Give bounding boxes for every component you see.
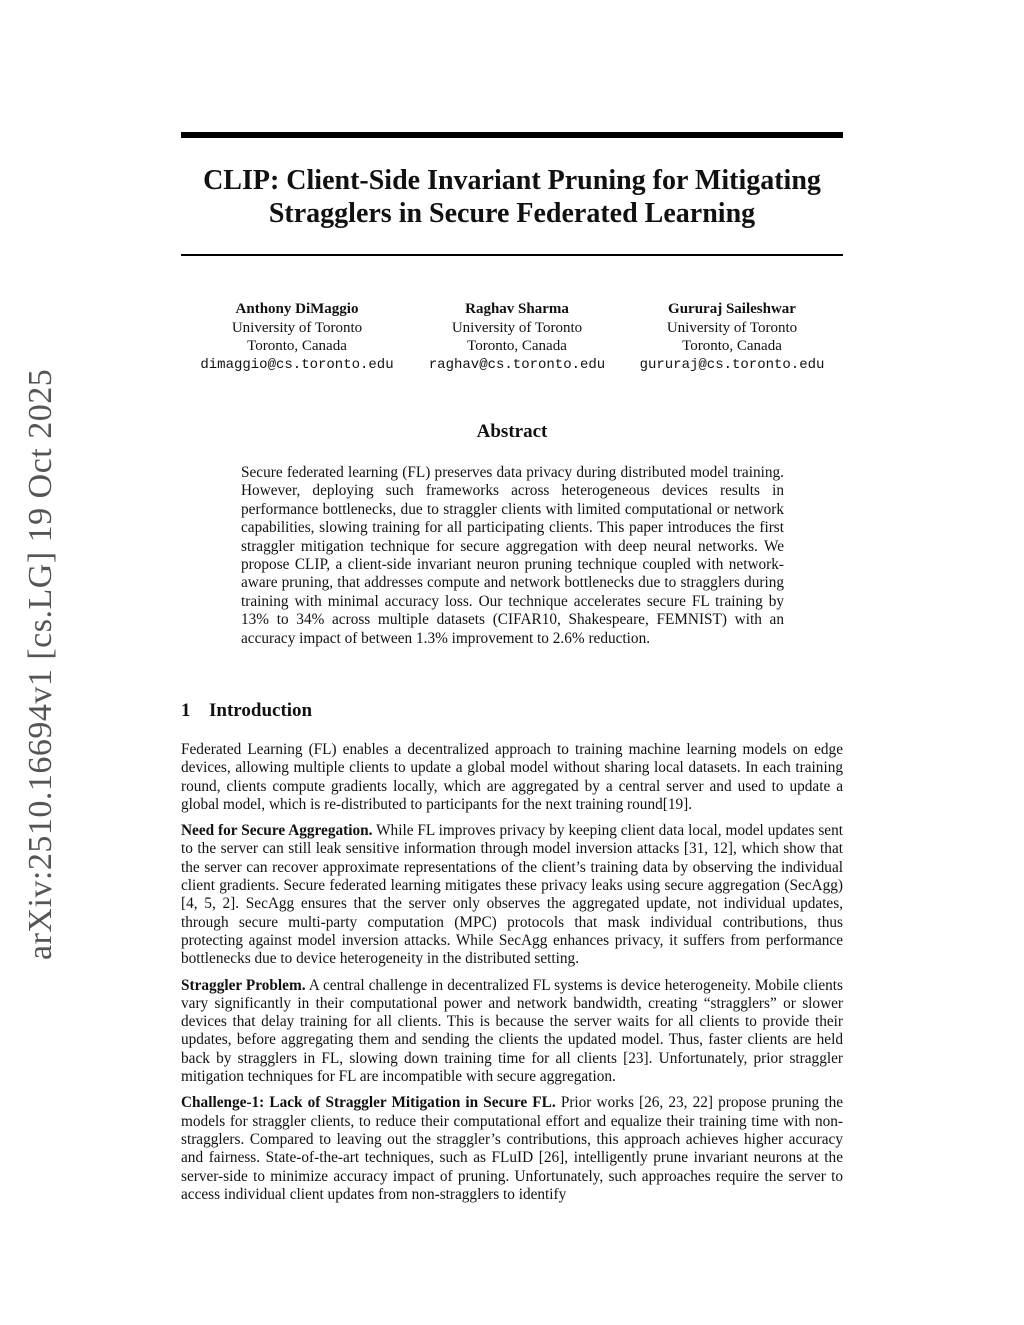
author-name: Raghav Sharma xyxy=(465,301,569,317)
title-top-rule xyxy=(181,132,843,138)
author-email[interactable]: raghav@cs.toronto.edu xyxy=(428,356,606,373)
author-affiliation: University of Toronto xyxy=(666,319,798,336)
author-1 xyxy=(180,300,414,374)
paragraph xyxy=(181,741,843,814)
paragraph-text: A central challenge in decentralized FL systems is device heterogeneity. Mobile clients vary significantly in their computational power and network bandwidth, creating “stragglers” or slower devices that delay training for all clients. This is because the server waits for all clients to provide their updates, before aggregating them and sending the clients the updated model. Thus, faster clients are held back by stragglers in FL, slowing down training time for all clients [23]. Unfortunately, prior straggler mitigation techniques for FL are incompatible with secure aggregation. xyxy=(181,976,843,1086)
paper-title: CLIP: Client-Side Invariant Pruning for Mitigating Stragglers in Secure Federated Learning xyxy=(203,165,821,229)
paragraph-text: Prior works [26, 23, 22] propose pruning the models for straggler clients, to reduce their computational effort and equalize their training time with non-stragglers. Compared to leaving out the straggler’s contributions, this approach achieves higher accuracy and fairness. State-of-the-art techniques, such as FLuID [26], intelligently prune invariant neurons at the server-side to minimize accuracy impact of pruning. Unfortunately, such approaches require the server to access individual client updates from non-stragglers to identify xyxy=(181,1094,844,1203)
title-bottom-rule xyxy=(181,254,843,256)
paragraph xyxy=(181,1094,843,1204)
author-name: Anthony DiMaggio xyxy=(235,301,359,317)
author-location: Toronto, Canada xyxy=(467,338,567,354)
section-heading-introduction xyxy=(181,700,312,722)
author-2 xyxy=(407,300,627,374)
section-title: Introduction xyxy=(209,700,313,721)
author-location: Toronto, Canada xyxy=(682,338,782,354)
abstract-heading: Abstract xyxy=(476,421,548,442)
author-email[interactable]: gururaj@cs.toronto.edu xyxy=(639,356,825,373)
arxiv-side-identifier: arXiv:2510.16694v1 [cs.LG] 19 Oct 2025 xyxy=(22,368,59,960)
paragraph-lead: Challenge-1: Lack of Straggler Mitigation in Secure FL. xyxy=(181,1094,556,1112)
author-location: Toronto, Canada xyxy=(247,338,347,354)
author-affiliation: University of Toronto xyxy=(231,319,363,336)
paragraph-lead: Need for Secure Aggregation. xyxy=(181,822,373,840)
author-block xyxy=(181,300,843,380)
author-affiliation: University of Toronto xyxy=(451,319,583,336)
paragraph-lead: Straggler Problem. xyxy=(181,976,306,994)
paragraph-text: Federated Learning (FL) enables a decentralized approach to training machine learning models on edge devices, allowing multiple clients to update a global model without sharing local datasets. In each training round, clients compute gradients locally, which are aggregated by a central server and used to update a global model, which is re-distributed to participants for the next training round[19]. xyxy=(181,741,843,813)
abstract-text: Secure federated learning (FL) preserves data privacy during distributed model training. However, deploying such frameworks across heterogeneous devices results in performance bottlenecks, due to straggler clients with limited computational or network capabilities, slowing training for all participating clients. This paper introduces the first straggler mitigation technique for secure aggregation with deep neural networks. We propose CLIP, a client-side invariant neuron pruning technique coupled with network-aware pruning, that addresses compute and network bottlenecks due to stragglers during training with minimal accuracy loss. Our technique accelerates secure FL training by 13% to 34% across multiple datasets (CIFAR10, Shakespeare, FEMNIST) with an accuracy impact of between 1.3% improvement to 2.6% reduction. xyxy=(241,464,784,647)
paragraph-text: While FL improves privacy by keeping client data local, model updates sent to the server can still leak sensitive information through model inversion attacks [31, 12], which show that the server can recover approximate representations of the client’s training data by observing the individual client gradients. Secure federated learning mitigates these privacy leaks using secure aggregation (SecAgg) [4, 5, 2]. SecAgg ensures that the server only observes the aggregated update, not individual updates, through secure multi-party computation (MPC) protocols that mask individual contributions, thus protecting against model inversion attacks. While SecAgg enhances privacy, it suffers from performance bottlenecks due to device heterogeneity in the distributed setting. xyxy=(181,822,843,968)
section-number: 1 xyxy=(181,700,191,721)
paragraph xyxy=(181,822,843,968)
introduction-body xyxy=(181,741,843,1212)
paragraph xyxy=(181,977,843,1087)
author-name: Gururaj Saileshwar xyxy=(668,301,796,317)
author-email[interactable]: dimaggio@cs.toronto.edu xyxy=(200,356,394,373)
author-3 xyxy=(621,300,843,374)
